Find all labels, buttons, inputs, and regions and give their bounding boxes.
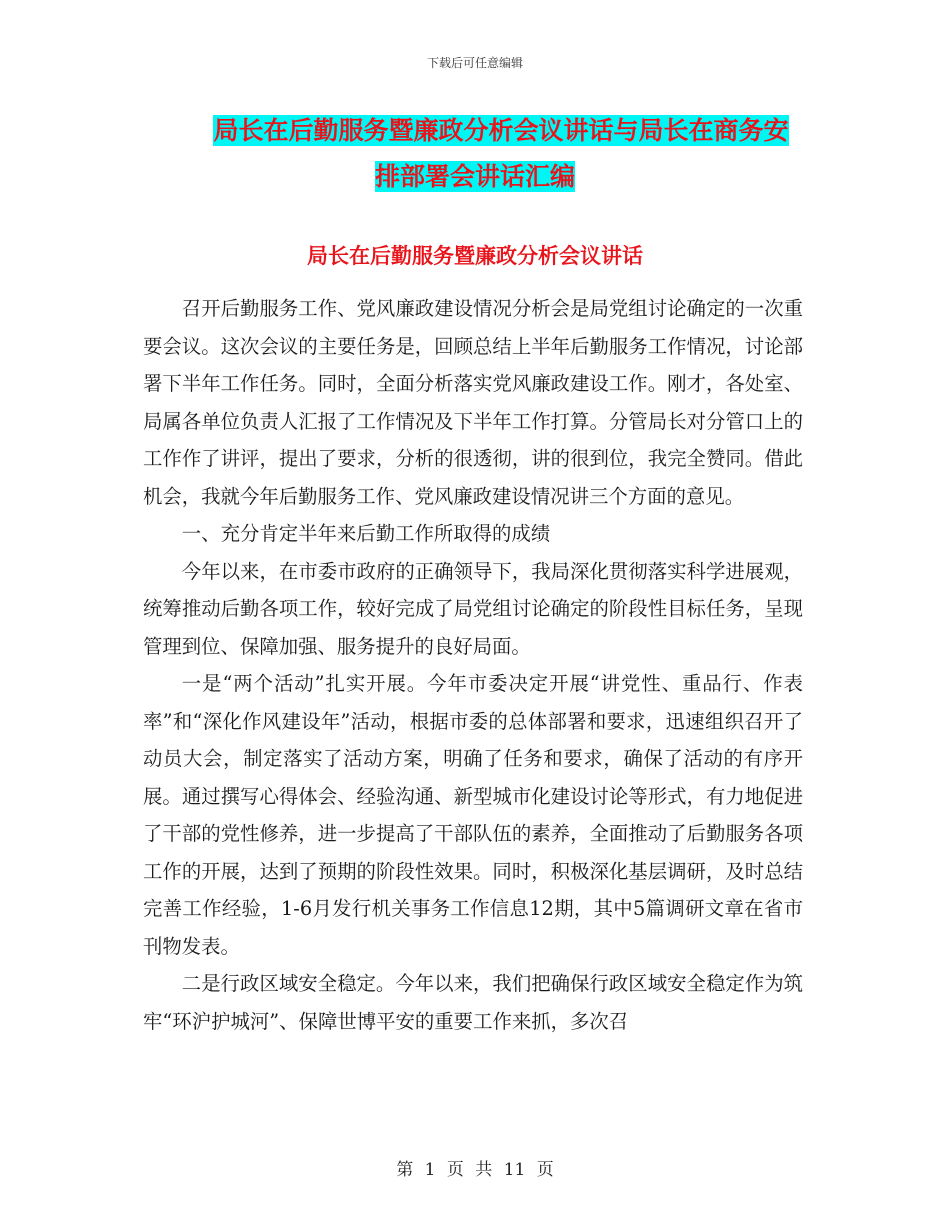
- page-header-note: 下载后可任意编辑: [426, 56, 523, 70]
- paragraph: 二是行政区域安全稳定。今年以来，我们把确保行政区域安全稳定作为筑牢“环沪护城河”、保障世博平安的重要工作来抓，多次召: [143, 972, 803, 1033]
- title-line-1: 局长在后勤服务暨廉政分析会议讲话与局长在商务安: [213, 116, 789, 145]
- document-body: [143, 290, 803, 1040]
- title-line-2: 排部署会讲话汇编: [374, 162, 575, 191]
- paragraph: 召开后勤服务工作、党风廉政建设情况分析会是局党组讨论确定的一次重要会议。这次会议的主要任务是，回顾总结上半年后勤服务工作情况，讨论部署下半年工作任务。同时，全面分析落实党风廉政建设工作。刚才，各处室、局属各单位负责人汇报了工作情况及下半年工作打算。分管局长对分管口上的工作作了讲评，提出了要求，分析的很透彻，讲的很到位，我完全赞同。借此机会，我就今年后勤服务工作、党风廉政建设情况讲三个方面的意见。: [143, 297, 803, 508]
- paragraph: 一是“两个活动”扎实开展。今年市委决定开展“讲党性、重品行、作表率”和“深化作风建设年”活动，根据市委的总体部署和要求，迅速组织召开了动员大会，制定落实了活动方案，明确了任务和要求，确保了活动的有序开展。通过撰写心得体会、经验沟通、新型城市化建设讨论等形式，有力地促进了干部的党性修养，进一步提高了干部队伍的素养，全面推动了后勤服务各项工作的开展，达到了预期的阶段性效果。同时，积极深化基层调研，及时总结完善工作经验，1-6月发行机关事务工作信息12期，其中5篇调研文章在省市刊物发表。: [143, 672, 803, 958]
- paragraph: 今年以来，在市委市政府的正确领导下，我局深化贯彻落实科学进展观，统筹推动后勤各项工作，较好完成了局党组讨论确定的阶段性目标任务，呈现管理到位、保障加强、服务提升的良好局面。: [143, 559, 803, 658]
- section-heading: 一、充分肯定半年来后勤工作所取得的成绩: [181, 522, 551, 545]
- page-number: 第 1 页 共 11 页: [396, 1160, 554, 1180]
- section-title: 局长在后勤服务暨廉政分析会议讲话: [307, 244, 643, 268]
- document-title: [0, 108, 950, 200]
